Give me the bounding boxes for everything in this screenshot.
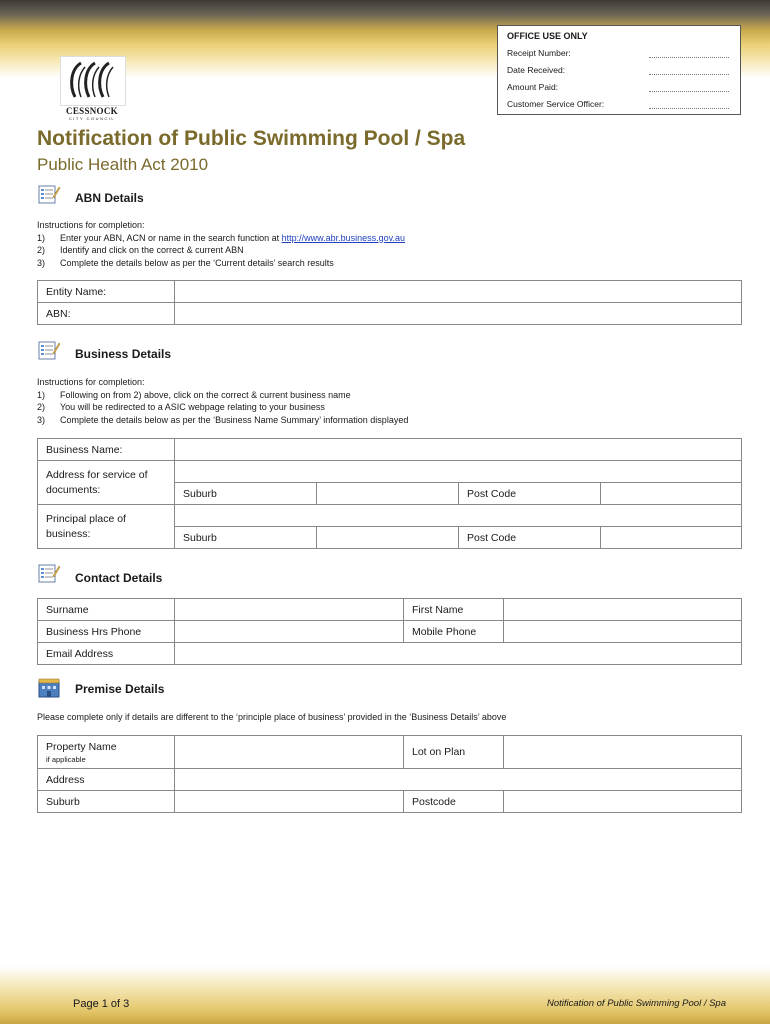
business-phone-field[interactable] [175, 621, 404, 643]
principal-postcode-field[interactable] [601, 527, 742, 549]
premise-postcode-field[interactable] [504, 791, 742, 813]
step-text: Complete the details below as per the ‘Current details’ search results [60, 257, 334, 268]
step-text: You will be redirected to a ASIC webpage relating to your business [60, 402, 325, 412]
form-icon [37, 562, 61, 584]
premise-address-field[interactable] [175, 769, 742, 791]
building-icon [37, 677, 61, 699]
instructions-heading: Instructions for completion: [37, 220, 145, 230]
business-phone-label: Business Hrs Phone [38, 621, 175, 643]
premise-table [37, 735, 742, 813]
premise-suburb-field[interactable] [175, 791, 404, 813]
step-number: 2) [37, 245, 46, 255]
email-label: Email Address [38, 643, 175, 665]
office-field-line[interactable] [649, 91, 729, 92]
principal-suburb-label: Suburb [175, 527, 317, 549]
abn-instructions [37, 219, 405, 269]
property-name-text: Property Name [46, 741, 117, 753]
office-field-amount [507, 82, 729, 96]
form-icon [37, 183, 61, 205]
step-number: 1) [37, 232, 46, 243]
service-postcode-label: Post Code [459, 483, 601, 505]
step-text: Complete the details below as per the ‘Business Name Summary’ information displayed [60, 414, 409, 425]
principal-postcode-label: Post Code [459, 527, 601, 549]
abn-field[interactable] [175, 303, 742, 325]
office-field-line[interactable] [649, 74, 729, 75]
office-field-officer [507, 99, 729, 113]
footer-band [0, 966, 770, 1024]
address-service-field[interactable] [175, 461, 742, 483]
footer-doc-title: Notification of Public Swimming Pool / Spa [547, 998, 726, 1009]
principal-suburb-field[interactable] [317, 527, 459, 549]
premise-note: Please complete only if details are different to the ‘principle place of business’ provided in the ‘Business Details’ above [37, 712, 507, 722]
lot-on-plan-label: Lot on Plan [404, 736, 504, 769]
business-name-field[interactable] [175, 439, 742, 461]
instruction-step [37, 401, 408, 414]
premise-suburb-label: Suburb [38, 791, 175, 813]
form-icon [37, 339, 61, 361]
instruction-step [37, 257, 405, 270]
section-title-premise: Premise Details [75, 682, 165, 696]
office-field-label: Receipt Number: [507, 48, 571, 58]
step-number: 3) [37, 414, 46, 425]
logo-name: CESSNOCK [66, 106, 118, 116]
abn-table [37, 280, 742, 325]
office-use-box [497, 25, 741, 115]
lot-on-plan-field[interactable] [504, 736, 742, 769]
instruction-step [37, 244, 405, 257]
first-name-field[interactable] [504, 599, 742, 621]
service-suburb-field[interactable] [317, 483, 459, 505]
business-instructions [37, 376, 408, 426]
property-name-label [38, 736, 175, 769]
premise-address-label: Address [38, 769, 175, 791]
page-title: Notification of Public Swimming Pool / Spa [37, 127, 466, 150]
instruction-step [37, 389, 408, 402]
contact-table [37, 598, 742, 665]
surname-field[interactable] [175, 599, 404, 621]
abr-link[interactable]: http://www.abr.business.gov.au [281, 232, 406, 243]
business-table [37, 438, 742, 549]
mobile-phone-field[interactable] [504, 621, 742, 643]
address-service-text: Address for service of documents: [46, 468, 148, 496]
principal-place-text: Principal place of business: [46, 512, 126, 540]
section-title-contact: Contact Details [75, 571, 163, 585]
step-number: 3) [37, 257, 46, 268]
first-name-label: First Name [404, 599, 504, 621]
step-number: 1) [37, 389, 46, 400]
office-field-line[interactable] [649, 108, 729, 109]
office-field-receipt [507, 48, 729, 62]
page-number: Page 1 of 3 [73, 998, 130, 1010]
property-name-field[interactable] [175, 736, 404, 769]
office-field-label: Amount Paid: [507, 82, 559, 92]
instruction-step [37, 414, 408, 427]
entity-name-label: Entity Name: [38, 281, 175, 303]
logo-emblem [60, 56, 126, 106]
page-subtitle: Public Health Act 2010 [37, 155, 209, 174]
office-field-label: Customer Service Officer: [507, 99, 605, 109]
if-applicable-note: if applicable [46, 755, 86, 764]
step-text: Following on from 2) above, click on the correct & current business name [60, 389, 351, 400]
business-name-label: Business Name: [38, 439, 175, 461]
email-field[interactable] [175, 643, 742, 665]
premise-postcode-label: Postcode [404, 791, 504, 813]
office-field-date [507, 65, 729, 79]
instruction-step [37, 232, 405, 245]
section-title-business: Business Details [75, 347, 172, 361]
office-use-heading: OFFICE USE ONLY [507, 31, 588, 41]
council-logo [60, 56, 124, 124]
logo-emblem-icon [61, 57, 125, 105]
office-field-line[interactable] [649, 57, 729, 58]
logo-subname: CITY COUNCIL [68, 116, 116, 121]
abn-label: ABN: [38, 303, 175, 325]
step-text: Enter your ABN, ACN or name in the search function at [60, 232, 282, 243]
principal-place-label [38, 505, 175, 549]
surname-label: Surname [38, 599, 175, 621]
step-number: 2) [37, 402, 46, 412]
mobile-phone-label: Mobile Phone [404, 621, 504, 643]
service-suburb-label: Suburb [175, 483, 317, 505]
section-title-abn: ABN Details [75, 191, 144, 205]
instructions-heading: Instructions for completion: [37, 377, 145, 387]
entity-name-field[interactable] [175, 281, 742, 303]
principal-place-field[interactable] [175, 505, 742, 527]
address-service-label [38, 461, 175, 505]
service-postcode-field[interactable] [601, 483, 742, 505]
office-field-label: Date Received: [507, 65, 566, 75]
step-text: Identify and click on the correct & current ABN [60, 245, 244, 255]
